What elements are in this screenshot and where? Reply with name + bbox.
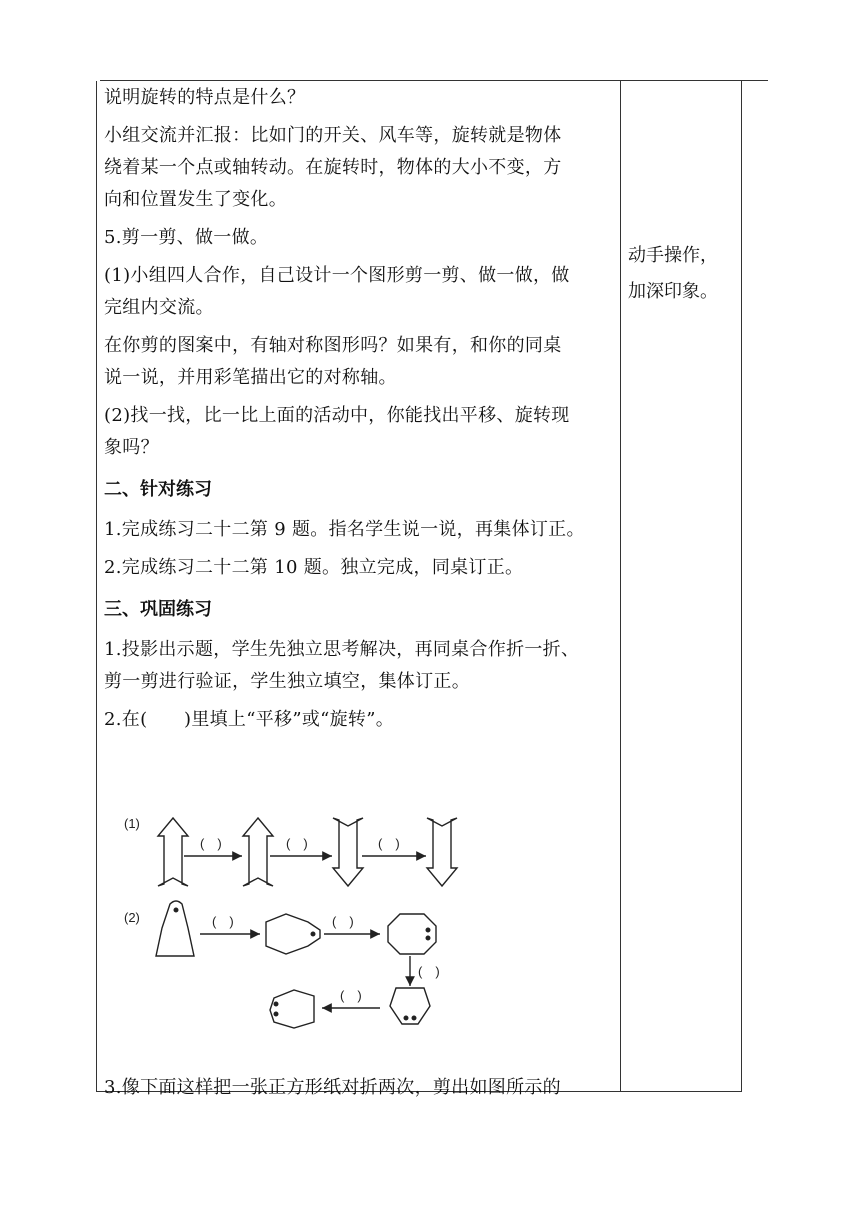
paragraph: (1)小组四人合作，自己设计一个图形剪一剪、做一做，做 [104, 265, 570, 286]
paragraph: 说明旋转的特点是什么？ [104, 87, 306, 108]
side-note-line: 动手操作， [628, 245, 718, 266]
blank-bracket: ( ) [332, 914, 354, 929]
exercise-figure [118, 810, 478, 1040]
blank-bracket: ( ) [418, 964, 440, 979]
bell-shape-3 [388, 914, 436, 954]
paragraph: 1.完成练习二十二第 9 题。指名学生说一说，再集体订正。 [104, 519, 585, 540]
figure-label: (2) [124, 910, 140, 925]
blank-bracket: ( ) [200, 836, 222, 851]
paragraph: 在你剪的图案中，有轴对称图形吗？如果有，和你的同桌 [104, 335, 562, 356]
arrow-shape-up-1 [158, 818, 188, 886]
paragraph: 象吗？ [104, 437, 159, 458]
paragraph: 2.完成练习二十二第 10 题。独立完成，同桌订正。 [104, 557, 524, 578]
paragraph: 1.投影出示题，学生先独立思考解决，再同桌合作折一折、 [104, 639, 580, 660]
bell-shape-4 [390, 988, 430, 1024]
arrow-shape-down-1 [333, 818, 363, 886]
paragraph: 3.像下面这样把一张正方形纸对折两次，剪出如图所示的 [104, 1077, 561, 1098]
paragraph: 完组内交流。 [104, 297, 214, 318]
main-column [104, 82, 616, 736]
paragraph: 向和位置发生了变化。 [104, 189, 287, 210]
arrow-shape-up-2 [243, 818, 273, 886]
blank-bracket: ( ) [378, 836, 400, 851]
paragraph: 绕着某一个点或轴转动。在旋转时，物体的大小不变，方 [104, 157, 562, 178]
blank-bracket: ( ) [340, 988, 362, 1003]
paragraph: 2.在( )里填上“平移”或“旋转”。 [104, 709, 395, 730]
blank-bracket: ( ) [286, 836, 308, 851]
blank-bracket: ( ) [212, 914, 234, 929]
side-note-line: 加深印象。 [628, 281, 718, 302]
section-heading: 二、针对练习 [104, 479, 212, 500]
side-note [628, 238, 732, 310]
bell-shape-5 [270, 990, 314, 1028]
paragraph: (2)找一找，比一比上面的活动中，你能找出平移、旋转现 [104, 405, 570, 426]
column-divider [620, 81, 621, 1091]
paragraph: 剪一剪进行验证，学生独立填空，集体订正。 [104, 671, 470, 692]
paragraph: 说一说，并用彩笔描出它的对称轴。 [104, 367, 397, 388]
arrow-shape-down-2 [427, 818, 457, 886]
figure-label: (1) [124, 816, 140, 831]
section-heading: 三、巩固练习 [104, 599, 212, 620]
paragraph: 5.剪一剪、做一做。 [104, 227, 269, 248]
paragraph: 小组交流并汇报：比如门的开关、风车等，旋转就是物体 [104, 125, 562, 146]
